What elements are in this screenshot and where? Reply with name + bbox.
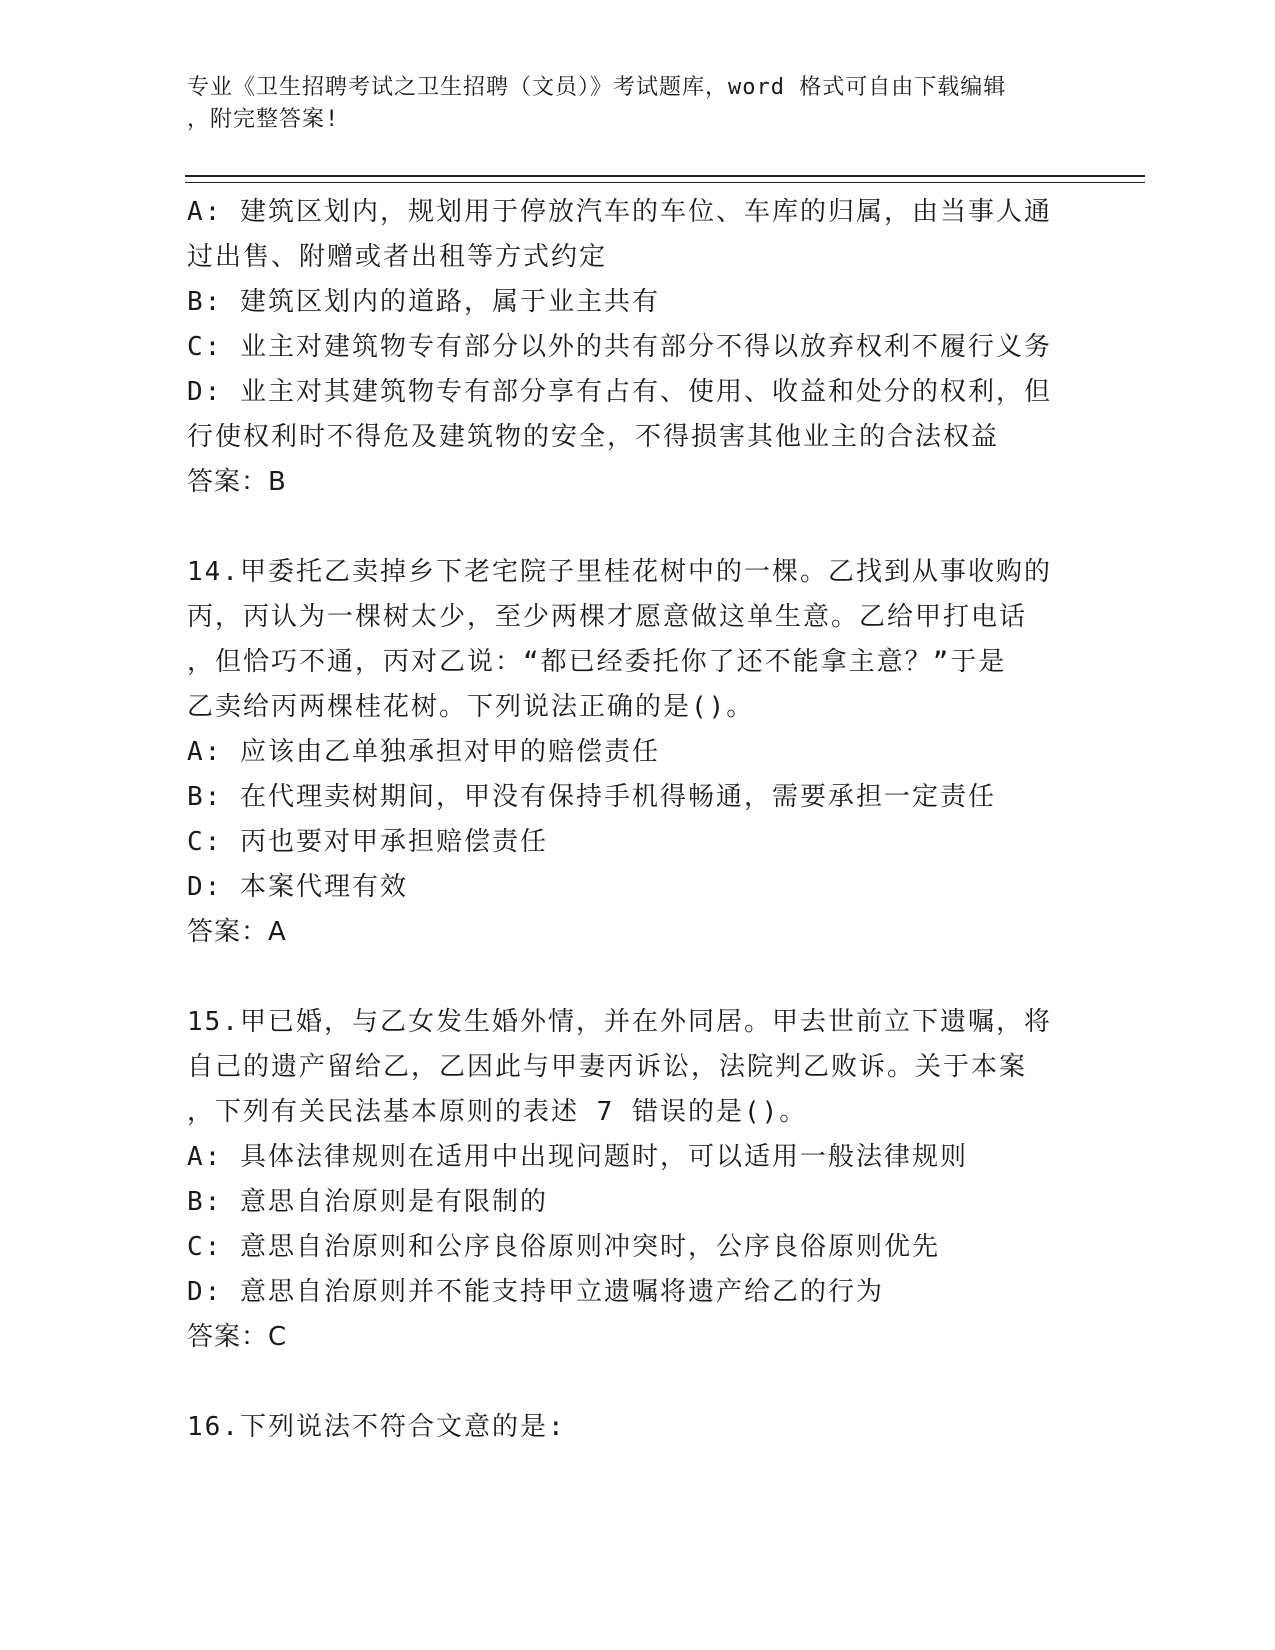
spacer (187, 505, 1087, 550)
q15-option-a: A: 具体法律规则在适用中出现问题时，可以适用一般法律规则 (187, 1142, 968, 1172)
question-16 (187, 1405, 1087, 1450)
q15-option-c: C: 意思自治原则和公序良俗原则冲突时，公序良俗原则优先 (187, 1232, 940, 1262)
q13-option-a-line-2: 过出售、附赠或者出租等方式约定 (187, 242, 608, 272)
document-body (187, 190, 1087, 1450)
q14-option-d: D: 本案代理有效 (187, 872, 408, 902)
q15-stem-line-2: 自己的遗产留给乙，乙因此与甲妻丙诉讼，法院判乙败诉。关于本案 (187, 1052, 1028, 1082)
q14-stem-line-4: 乙卖给丙两棵桂花树。下列说法正确的是()。 (187, 692, 755, 722)
q15-stem-line-3: ，下列有关民法基本原则的表述 7 错误的是()。 (187, 1097, 808, 1127)
q14-stem-line-3: ，但恰巧不通，丙对乙说：“都已经委托你了还不能拿主意？”于是 (187, 647, 1007, 677)
q14-option-c: C: 丙也要对甲承担赔偿责任 (187, 827, 548, 857)
q14-answer: 答案：A (187, 917, 287, 947)
q15-option-d: D: 意思自治原则并不能支持甲立遗嘱将遗产给乙的行为 (187, 1277, 884, 1307)
q16-stem-line-1: 16.下列说法不符合文意的是: (187, 1412, 566, 1442)
header-divider-thick (185, 175, 1145, 177)
q13-answer: 答案：B (187, 467, 287, 497)
q13-option-b: B: 建筑区划内的道路，属于业主共有 (187, 287, 660, 317)
q14-option-a: A: 应该由乙单独承担对甲的赔偿责任 (187, 737, 660, 767)
spacer (187, 955, 1087, 1000)
header-line-2: ，附完整答案! (187, 107, 340, 132)
q14-stem-line-1: 14.甲委托乙卖掉乡下老宅院子里桂花树中的一棵。乙找到从事收购的 (187, 557, 1052, 587)
q13-option-d-line-2: 行使权利时不得危及建筑物的安全，不得损害其他业主的合法权益 (187, 422, 1000, 452)
q15-stem-line-1: 15.甲已婚，与乙女发生婚外情，并在外同居。甲去世前立下遗嘱，将 (187, 1007, 1052, 1037)
document-header (187, 72, 1067, 136)
q13-option-d-line-1: D: 业主对其建筑物专有部分享有占有、使用、收益和处分的权利，但 (187, 377, 1052, 407)
q13-option-c: C: 业主对建筑物专有部分以外的共有部分不得以放弃权利不履行义务 (187, 332, 1052, 362)
q15-answer: 答案：C (187, 1322, 288, 1352)
q14-stem-line-2: 丙，丙认为一棵树太少，至少两棵才愿意做这单生意。乙给甲打电话 (187, 602, 1028, 632)
q15-option-b: B: 意思自治原则是有限制的 (187, 1187, 548, 1217)
question-13 (187, 190, 1087, 505)
question-15 (187, 1000, 1087, 1360)
q14-option-b: B: 在代理卖树期间，甲没有保持手机得畅通，需要承担一定责任 (187, 782, 996, 812)
question-14 (187, 550, 1087, 955)
header-line-1: 专业《卫生招聘考试之卫生招聘（文员）》考试题库，word 格式可自由下载编辑 (187, 75, 1007, 100)
header-divider-thin (185, 182, 1145, 183)
q13-option-a-line-1: A: 建筑区划内，规划用于停放汽车的车位、车库的归属，由当事人通 (187, 197, 1052, 227)
spacer (187, 1360, 1087, 1405)
